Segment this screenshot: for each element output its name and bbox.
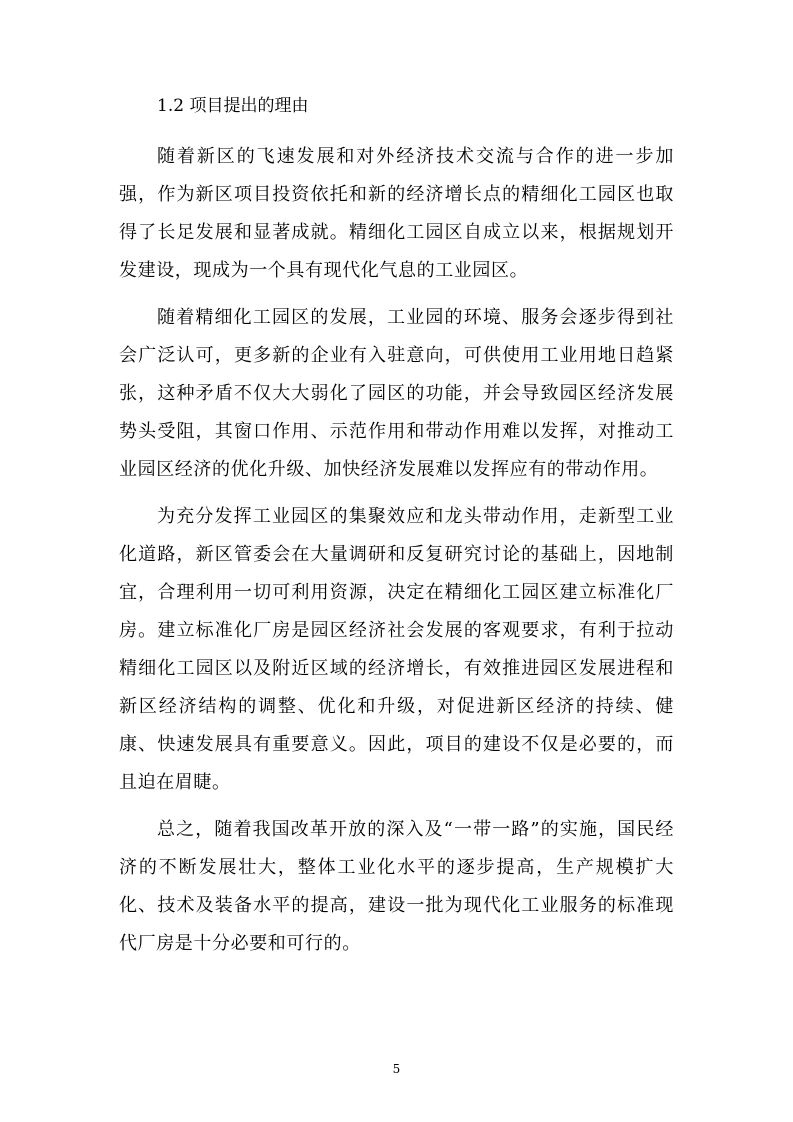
paragraph-3: 为充分发挥工业园区的集聚效应和龙头带动作用，走新型工业化道路，新区管委会在大量调研和反复研究讨论的基础上，因地制宜，合理利用一切可利用资源，决定在精细化工园区建立标准化厂房。建立标准化厂房是园区经济社会发展的客观要求，有利于拉动精细化工园区以及附近区域的经济增长，有效推进园区发展进程和新区经济结构的调整、优化和升级，对促进新区经济的持续、健康、快速发展具有重要意义。因此，项目的建设不仅是必要的，而且迫在眉睫。 — [119, 506, 674, 793]
paragraph-4: 总之，随着我国改革开放的深入及“一带一路”的实施，国民经济的不断发展壮大，整体工业化水平的逐步提高，生产规模扩大化、技术及装备水平的提高，建设一批为现代化工业服务的标准现代厂房是十分必要和可行的。 — [119, 819, 674, 954]
paragraph-1: 随着新区的飞速发展和对外经济技术交流与合作的进一步加强，作为新区项目投资依托和新的经济增长点的精细化工园区也取得了长足发展和显著成就。精细化工园区自成立以来，根据规划开发建设，现成为一个具有现代化气息的工业园区。 — [119, 146, 674, 281]
paragraph-2: 随着精细化工园区的发展，工业园的环境、服务会逐步得到社会广泛认可，更多新的企业有入驻意向，可供使用工业用地日趋紧张，这种矛盾不仅大大弱化了园区的功能，并会导致园区经济发展势头受阻，其窗口作用、示范作用和带动作用难以发挥，对推动工业园区经济的优化升级、加快经济发展难以发挥应有的带动作用。 — [119, 307, 674, 480]
page-number: 5 — [392, 1062, 401, 1076]
page-body — [119, 90, 674, 972]
section-heading: 1.2 项目提出的理由 — [157, 96, 309, 116]
